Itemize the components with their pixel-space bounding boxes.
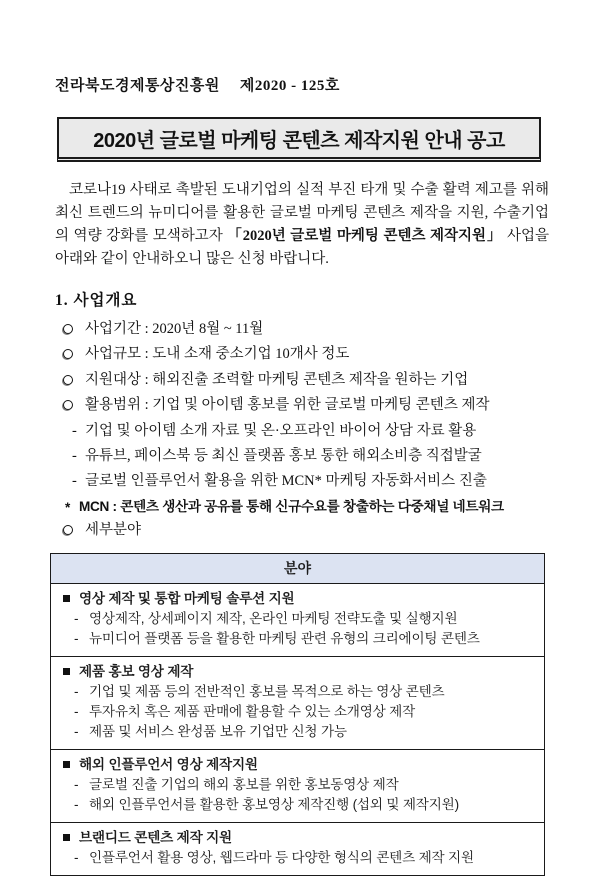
overview-item-text: 지원대상 : 해외진출 조력할 마케팅 콘텐츠 제작을 원하는 기업 — [85, 371, 469, 388]
square-bullet-icon — [63, 761, 70, 768]
table-row-title-text: 해외 인플루언서 영상 제작지원 — [79, 757, 258, 773]
table-row-item — [61, 848, 536, 868]
table-row — [51, 823, 544, 875]
square-bullet-icon — [63, 834, 70, 841]
asterisk-icon: * — [65, 499, 70, 515]
table-row-item — [61, 629, 536, 649]
overview-subitem-text: 기업 및 아이템 소개 자료 및 온·오프라인 바이어 상담 자료 활용 — [85, 422, 477, 439]
title-banner — [57, 117, 541, 162]
dash-icon: - — [72, 448, 77, 465]
table-row-item-text: 인플루언서 활용 영상, 웹드라마 등 다양한 형식의 콘텐츠 제작 지원 — [89, 850, 474, 866]
table-row-title — [61, 828, 536, 848]
overview-subitem-text: 유튜브, 페이스북 등 최신 플랫폼 홍보 통한 해외소비층 직접발굴 — [85, 448, 482, 465]
dash-icon: - — [74, 797, 79, 813]
intro-text-post: 사업을 아래와 같이 안내하오니 많은 신청 바랍니다. — [55, 228, 549, 267]
overview-subitem — [55, 469, 551, 494]
table-row-item — [61, 682, 536, 702]
table-row-title — [61, 662, 536, 682]
table-row — [51, 750, 544, 823]
overview-item-text: 사업규모 : 도내 소재 중소기업 10개사 정도 — [85, 346, 350, 363]
circle-bullet-icon — [63, 349, 73, 359]
dash-icon: - — [72, 422, 77, 439]
overview-item — [55, 368, 551, 393]
overview-subitem — [55, 419, 551, 444]
overview-list — [55, 317, 551, 543]
table-row-title-text: 제품 홍보 영상 제작 — [79, 664, 194, 680]
table-row-item-text: 해외 인플루언서를 활용한 홍보영상 제작진행 (섭외 및 제작지원) — [89, 797, 459, 813]
table-row-title — [61, 589, 536, 609]
table-row-item — [61, 609, 536, 629]
circle-bullet-icon — [63, 324, 73, 334]
overview-footnote-text: MCN : 콘텐츠 생산과 공유를 통해 신규수요를 창출하는 다중채널 네트워크 — [79, 498, 504, 514]
overview-footnote — [55, 495, 551, 518]
table-row — [51, 657, 544, 750]
table-row-item-text: 글로벌 진출 기업의 해외 홍보를 위한 홍보동영상 제작 — [89, 777, 399, 793]
dash-icon: - — [74, 704, 79, 720]
overview-item-text: 세부분야 — [85, 521, 142, 538]
table-row — [51, 584, 544, 657]
category-table — [50, 553, 545, 876]
overview-item — [55, 518, 551, 543]
dash-icon: - — [74, 631, 79, 647]
org-name: 전라북도경제통상진흥원 — [55, 78, 220, 94]
overview-item — [55, 393, 551, 418]
overview-item — [55, 342, 551, 367]
table-row-item — [61, 702, 536, 722]
table-row-item — [61, 775, 536, 795]
doc-number-line — [55, 74, 550, 95]
circle-bullet-icon — [63, 375, 73, 385]
table-row-item — [61, 795, 536, 815]
circle-bullet-icon — [63, 525, 73, 535]
page-title: 2020년 글로벌 마케팅 콘텐츠 제작지원 안내 공고 — [93, 130, 505, 152]
square-bullet-icon — [63, 668, 70, 675]
table-header-cell: 분야 — [51, 554, 544, 584]
table-row-item-text: 제품 및 서비스 완성품 보유 기업만 신청 가능 — [89, 724, 347, 740]
circle-bullet-icon — [63, 400, 73, 410]
dash-icon: - — [74, 850, 79, 866]
table-body — [51, 584, 544, 875]
dash-icon: - — [74, 724, 79, 740]
table-row-item-text: 영상제작, 상세페이지 제작, 온라인 마케팅 전략도출 및 실행지원 — [89, 611, 458, 627]
doc-number: 제2020 - 125호 — [239, 78, 340, 94]
intro-text-emphasis: 「2020년 글로벌 마케팅 콘텐츠 제작지원」 — [227, 228, 503, 244]
table-row-item-text: 투자유치 혹은 제품 판매에 활용할 수 있는 소개영상 제작 — [89, 704, 416, 720]
table-row-title-text: 영상 제작 및 통합 마케팅 솔루션 지원 — [79, 591, 295, 607]
overview-subitem-text: 글로벌 인플루언서 활용을 위한 MCN* 마케팅 자동화서비스 진출 — [85, 473, 487, 490]
overview-item — [55, 317, 551, 342]
overview-item-text: 사업기간 : 2020년 8월 ~ 11월 — [85, 321, 264, 337]
overview-item-text: 활용범위 : 기업 및 아이템 홍보를 위한 글로벌 마케팅 콘텐츠 제작 — [85, 397, 490, 414]
table-row-item — [61, 722, 536, 742]
intro-text-pre: 코로나19 사태로 촉발된 도내기업의 실적 부진 타개 및 수출 활력 제고를 위해 최신 트렌드의 뉴미디어를 활용한 글로벌 마케팅 콘텐츠 제작을 지원, 수출기업의 역량 강화를 모색하고자 — [55, 182, 549, 244]
section1-heading: 1. 사업개요 — [55, 292, 138, 309]
dash-icon: - — [74, 777, 79, 793]
square-bullet-icon — [63, 595, 70, 602]
dash-icon: - — [74, 611, 79, 627]
overview-subitem — [55, 444, 551, 469]
table-row-item-text: 기업 및 제품 등의 전반적인 홍보를 목적으로 하는 영상 콘텐츠 — [89, 684, 445, 700]
table-row-title-text: 브랜디드 콘텐츠 제작 지원 — [79, 830, 232, 846]
intro-paragraph — [55, 179, 549, 271]
dash-icon: - — [72, 473, 77, 490]
table-row-item-text: 뉴미디어 플랫폼 등을 활용한 마케팅 관련 유형의 크리에이팅 콘텐츠 — [89, 631, 480, 647]
table-row-title — [61, 755, 536, 775]
dash-icon: - — [74, 684, 79, 700]
